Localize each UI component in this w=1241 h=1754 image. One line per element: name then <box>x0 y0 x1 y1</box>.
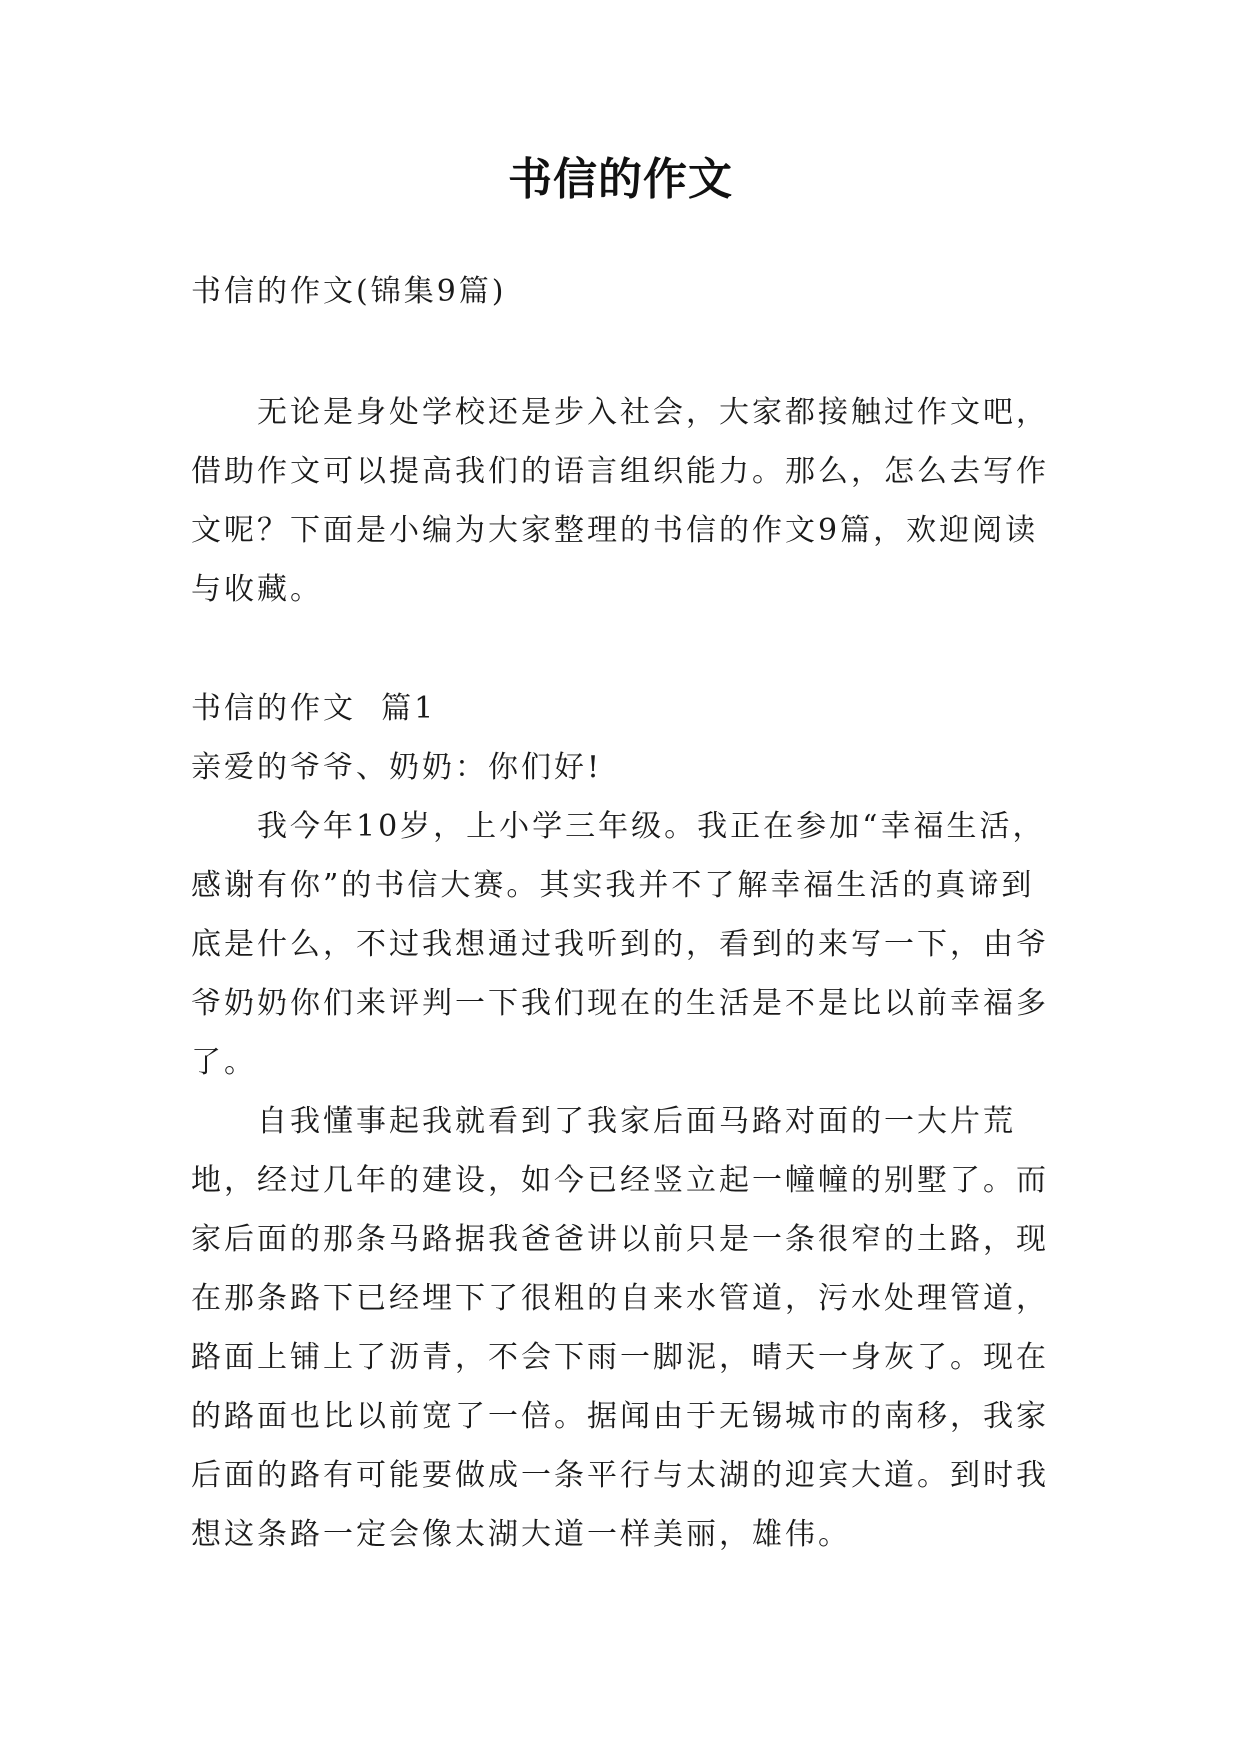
body-paragraph-2: 自我懂事起我就看到了我家后面马路对面的一大片荒地，经过几年的建设，如今已经竖立起一幢幢的别墅了。而家后面的那条马路据我爸爸讲以前只是一条很窄的土路，现在那条路下已经埋下了很粗的自来水管道，污水处理管道，路面上铺上了沥青，不会下雨一脚泥，晴天一身灰了。现在的路面也比以前宽了一倍。据闻由于无锡城市的南移，我家后面的路有可能要做成一条平行与太湖的迎宾大道。到时我想这条路一定会像太湖大道一样美丽，雄伟。 <box>191 1104 1049 1552</box>
document-subtitle: 书信的作文(锦集9篇) <box>191 274 507 309</box>
body-paragraph-1: 我今年10岁，上小学三年级。我正在参加“幸福生活，感谢有你”的书信大赛。其实我并不了解幸福生活的真谛到底是什么，不过我想通过我听到的，看到的来写一下，由爷爷奶奶你们来评判一下我们现在的生活是不是比以前幸福多了。 <box>191 809 1049 1080</box>
section-heading: 书信的作文 篇1 <box>191 691 437 726</box>
intro-paragraph: 无论是身处学校还是步入社会，大家都接触过作文吧，借助作文可以提高我们的语言组织能力。那么，怎么去写作文呢？下面是小编为大家整理的书信的作文9篇，欢迎阅读与收藏。 <box>191 395 1049 607</box>
document-body <box>191 262 1061 1564</box>
letter-salutation: 亲爱的爷爷、奶奶：你们好! <box>191 750 603 785</box>
document-title: 书信的作文 <box>508 154 733 205</box>
